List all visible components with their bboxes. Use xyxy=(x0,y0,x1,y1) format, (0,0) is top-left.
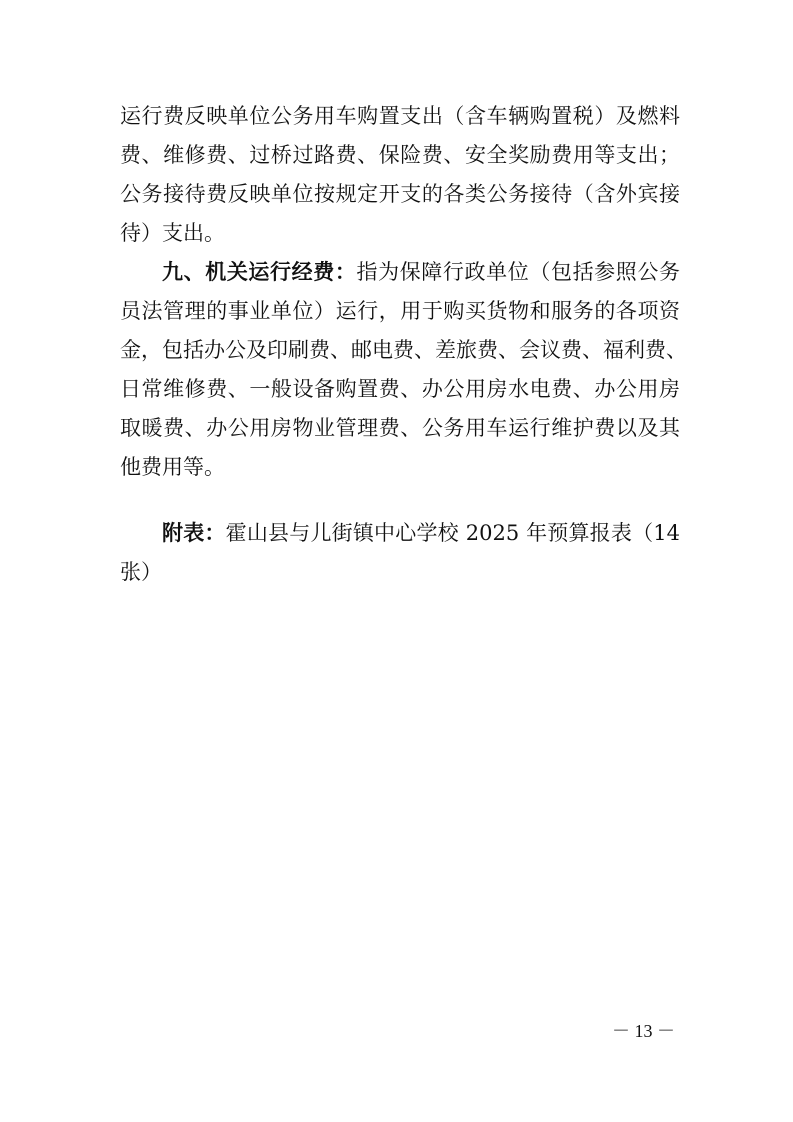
section-9-heading: 九、机关运行经费： xyxy=(162,260,357,284)
attachment-line xyxy=(162,521,680,545)
section-9-line-6: 他费用等。 xyxy=(120,455,225,479)
attachment-line-2: 张） xyxy=(120,560,162,584)
paragraph-line-3: 公务接待费反映单位按规定开支的各类公务接待（含外宾接 xyxy=(120,182,680,206)
section-9-line-2: 员法管理的事业单位）运行，用于购买货物和服务的各项资 xyxy=(120,299,680,323)
section-9-first-line xyxy=(162,260,680,284)
section-9-line-5: 取暖费、办公用房物业管理费、公务用车运行维护费以及其 xyxy=(120,416,680,440)
section-9-line-4: 日常维修费、一般设备购置费、办公用房水电费、办公用房 xyxy=(120,377,680,401)
attachment-label: 附表： xyxy=(162,521,226,545)
paragraph-line-4: 待）支出。 xyxy=(120,221,225,245)
page-number: － 13 － xyxy=(612,1021,675,1041)
paragraph-line-1: 运行费反映单位公务用车购置支出（含车辆购置税）及燃料 xyxy=(120,104,680,128)
attachment-text: 霍山县与儿街镇中心学校 2025 年预算报表（14 xyxy=(225,521,681,545)
paragraph-line-2: 费、维修费、过桥过路费、保险费、安全奖励费用等支出； xyxy=(120,143,680,167)
section-9-text: 指为保障行政单位（包括参照公务 xyxy=(356,260,681,284)
section-9-line-3: 金，包括办公及印刷费、邮电费、差旅费、会议费、福利费、 xyxy=(120,338,687,362)
